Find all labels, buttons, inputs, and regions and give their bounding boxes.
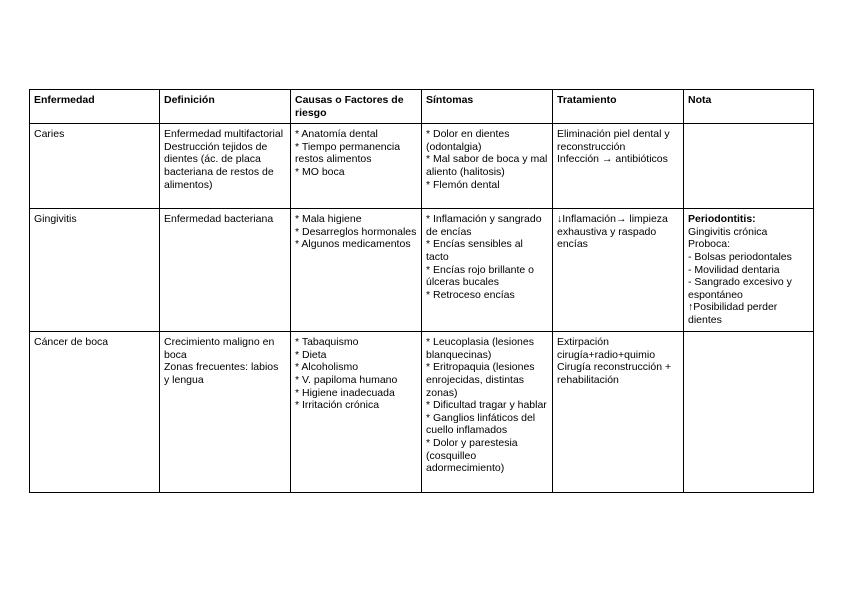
- cell-causas: [291, 332, 422, 493]
- cell-line: * Tabaquismo: [295, 336, 359, 349]
- cell-causas: [291, 124, 422, 209]
- cell-nota: [684, 124, 814, 209]
- table-row: [30, 332, 814, 493]
- table-row: [30, 124, 814, 209]
- table-header-row: [30, 90, 814, 124]
- cell-nota: [684, 332, 814, 493]
- cell-line: Infección → antibióticos: [557, 153, 668, 166]
- cell-definicion: [160, 124, 291, 209]
- cell-line: - Sangrado excesivo y espontáneo: [688, 276, 792, 301]
- header-causas: Causas o Factores de riesgo: [291, 90, 422, 124]
- cell-line: * Higiene inadecuada: [295, 386, 395, 399]
- cell-line: * V. papiloma humano: [295, 373, 398, 386]
- cell-line: * Anatomía dental: [295, 128, 378, 141]
- cell-line: Crecimiento maligno en boca: [164, 336, 275, 361]
- cell-line: * Alcoholismo: [295, 361, 359, 374]
- note-title: Periodontitis:: [688, 213, 756, 226]
- cell-line: * Tiempo permanencia restos alimentos: [295, 140, 401, 166]
- cell-tratamiento: [553, 209, 684, 332]
- cell-line: * Leucoplasia (lesiones blanquecinas): [426, 336, 534, 361]
- cell-sintomas: [422, 124, 553, 209]
- cell-enfermedad: Caries: [30, 124, 160, 209]
- cell-line: * Algunos medicamentos: [295, 238, 411, 251]
- cell-line: Destrucción tejidos de dientes (ác. de placa bacteriana de restos de alimentos): [164, 140, 274, 191]
- cell-tratamiento: [553, 332, 684, 493]
- cell-line: * Eritropaquia (lesiones enrojecidas, distintas zonas): [426, 361, 535, 399]
- cell-line: * Encías sensibles al tacto: [426, 238, 523, 263]
- cell-causas: [291, 209, 422, 332]
- cell-line: * Flemón dental: [426, 178, 500, 191]
- header-nota: Nota: [684, 90, 814, 124]
- cell-line: * Mala higiene: [295, 213, 362, 226]
- cell-line: * Dolor en dientes (odontalgia): [426, 128, 510, 153]
- cell-line: Enfermedad multifactorial: [164, 128, 284, 141]
- header-enfermedad: Enfermedad: [30, 90, 160, 124]
- cell-tratamiento: [553, 124, 684, 209]
- cell-line: Extirpación cirugía+radio+quimio: [557, 336, 656, 361]
- cell-line: * Encías rojo brillante o úlceras bucales: [426, 263, 534, 289]
- cell-line: Eliminación piel dental y reconstrucción: [557, 128, 670, 153]
- cell-line: - Bolsas periodontales: [688, 250, 792, 263]
- cell-sintomas: [422, 332, 553, 493]
- cell-line: * Desarreglos hormonales: [295, 225, 417, 238]
- cell-line: Cirugía reconstrucción + rehabilitación: [557, 361, 672, 386]
- cell-line: ↓Inflamación→ limpieza exhaustiva y raspado encías: [557, 213, 668, 251]
- header-definicion: Definición: [160, 90, 291, 124]
- cell-enfermedad: Gingivitis: [30, 209, 160, 332]
- cell-line: * Retroceso encías: [426, 288, 515, 301]
- cell-line: * Inflamación y sangrado de encías: [426, 213, 542, 238]
- cell-enfermedad: Cáncer de boca: [30, 332, 160, 493]
- cell-line: Enfermedad bacteriana: [164, 213, 274, 226]
- cell-definicion: [160, 332, 291, 493]
- cell-line: * Dieta: [295, 348, 327, 361]
- cell-line: * Dolor y parestesia (cosquilleo adormecimiento): [426, 436, 518, 475]
- cell-line: Proboca:: [688, 238, 731, 251]
- cell-line: ↑Posibilidad perder dientes: [688, 301, 778, 326]
- header-sintomas: Síntomas: [422, 90, 553, 124]
- cell-definicion: [160, 209, 291, 332]
- cell-line: - Movilidad dentaria: [688, 263, 780, 276]
- cell-line: * MO boca: [295, 165, 345, 178]
- header-tratamiento: Tratamiento: [553, 90, 684, 124]
- cell-line: Zonas frecuentes: labios y lengua: [164, 361, 279, 386]
- table-row: [30, 209, 814, 332]
- cell-sintomas: [422, 209, 553, 332]
- cell-line: * Mal sabor de boca y mal aliento (halitosis): [426, 153, 548, 178]
- cell-line: Gingivitis crónica: [688, 225, 768, 238]
- cell-line: * Dificultad tragar y hablar: [426, 399, 547, 412]
- cell-line: * Irritación crónica: [295, 399, 380, 412]
- cell-nota: [684, 209, 814, 332]
- cell-line: * Ganglios linfáticos del cuello inflamados: [426, 411, 536, 437]
- disease-table: [29, 89, 814, 493]
